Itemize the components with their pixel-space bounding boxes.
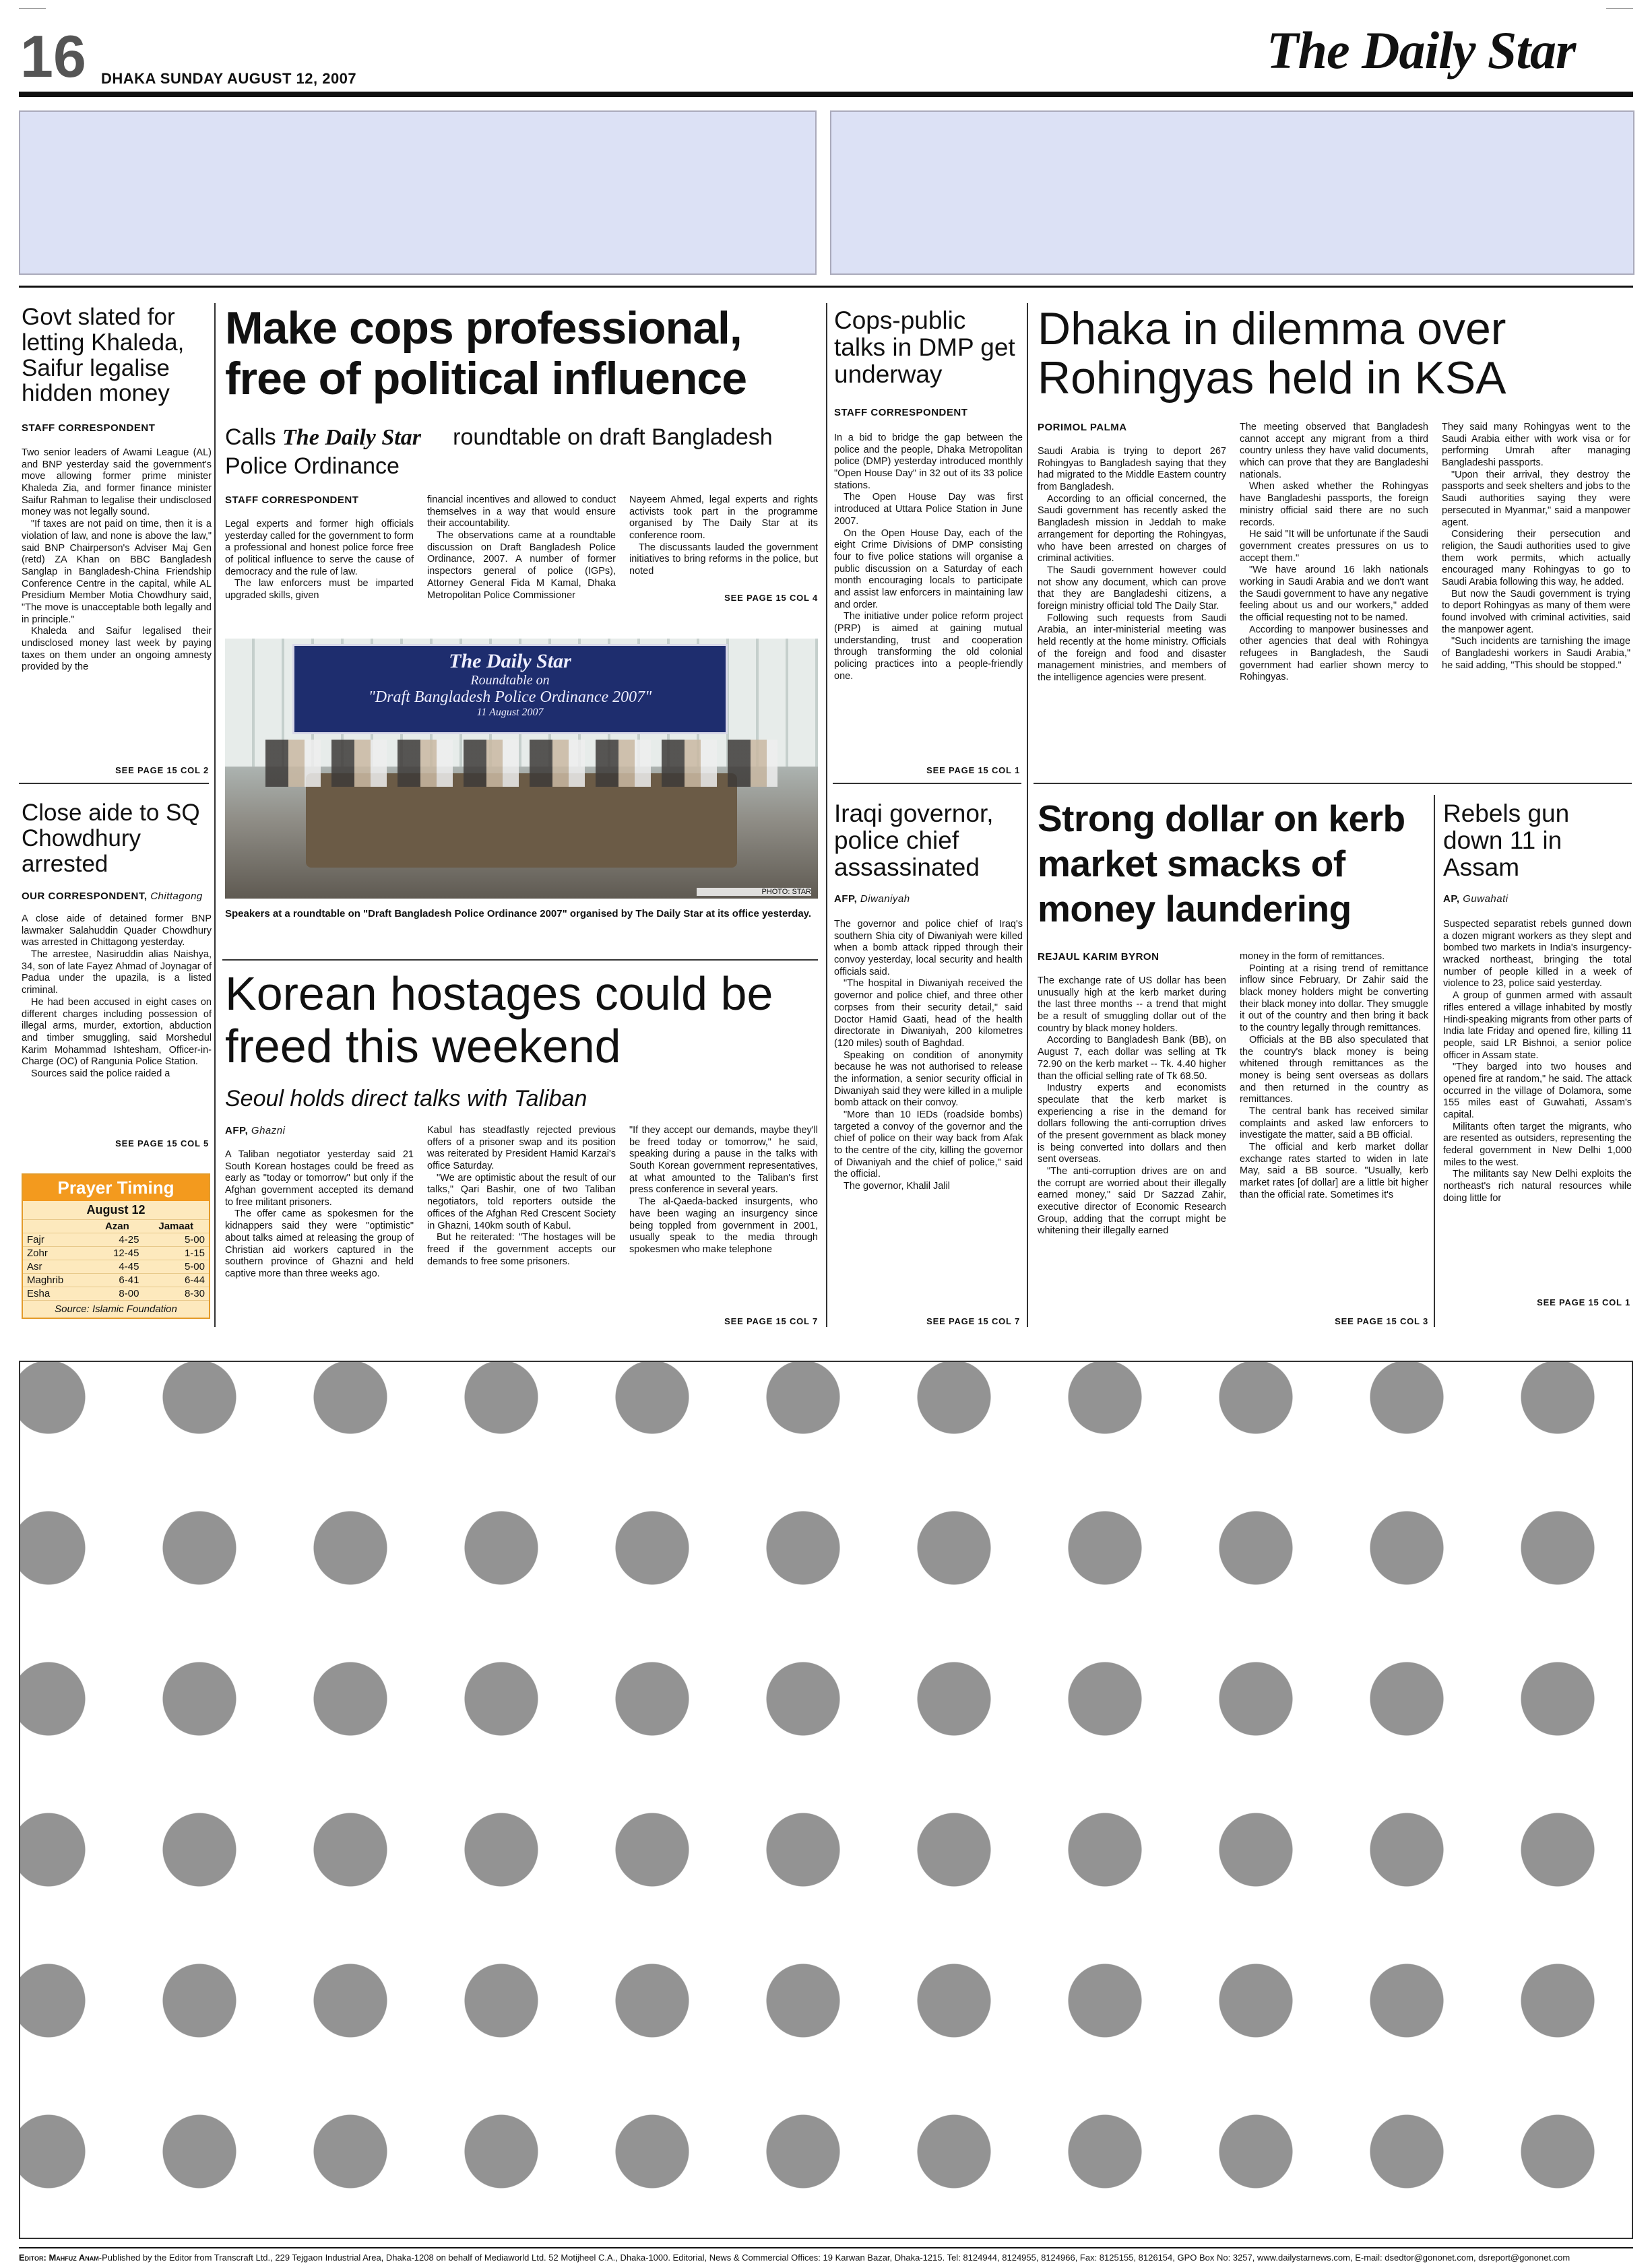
assam-paragraph: "They barged into two houses and opened fire at random," he said. The attack occurred in the village of Dolamora, some 155 miles east of Guwahati, Assam's capital. — [1443, 1062, 1632, 1120]
prayer-azan: 6-41 — [91, 1274, 143, 1287]
prayer-row — [23, 1287, 209, 1301]
govt-jump-link[interactable]: SEE PAGE 15 COL 2 — [115, 765, 209, 775]
dmp-paragraph: In a bid to bridge the gap between the police and the people, Dhaka Metropolitan police (DMP) yesterday introduced monthly "Open House Day" in 32 out of its 33 police stations. — [834, 432, 1023, 491]
rohingya-col-3 — [1442, 422, 1630, 738]
dmp-body — [834, 432, 1023, 761]
dollar-paragraph: Officials at the BB also speculated that the country's black money is being whitened through remittances as the money is being sent overseas as dollars and then returned in the country as remittances. — [1240, 1034, 1428, 1105]
sq-paragraph: Sources said the police raided a — [31, 1068, 170, 1079]
masthead-logo: The Daily Star — [1267, 21, 1576, 79]
cops-col-1 — [225, 519, 414, 632]
photo-banner-topic: "Draft Bangladesh Police Ordinance 2007" — [368, 688, 652, 706]
rohingya-paragraph: When asked whether the Rohingyas have Bangladeshi passports, the foreign ministry official said there are no such records. — [1240, 481, 1428, 528]
korea-deck: Seoul holds direct talks with Taliban — [225, 1086, 587, 1111]
korea-col-2 — [427, 1125, 616, 1331]
sq-dateline: Chittagong — [150, 890, 203, 902]
cops-headline: Make cops professional, free of political influence — [225, 302, 747, 404]
cops-deck — [225, 423, 818, 480]
dollar-paragraph: The central bank has received similar complaints and asked law enforcers to investigate the matter, said a BB official. — [1240, 1105, 1428, 1141]
iraq-body — [834, 919, 1023, 1311]
assam-headline: Rebels gun down 11 in Assam — [1443, 800, 1570, 881]
korea-byline-text: AFP, — [225, 1125, 249, 1136]
iraq-jump-link[interactable]: SEE PAGE 15 COL 7 — [926, 1316, 1020, 1326]
roundtable-photo — [225, 639, 818, 899]
dollar-byline: REJAUL KARIM BYRON — [1038, 951, 1159, 963]
ad-space-right — [830, 110, 1634, 275]
cops-paragraph: The law enforcers must be imparted upgraded skills, given — [225, 578, 414, 602]
korea-byline — [225, 1125, 414, 1136]
prayer-jamaat: 1-15 — [143, 1247, 209, 1260]
photo-banner-sub: Roundtable on — [470, 673, 550, 688]
dollar-paragraph: The exchange rate of US dollar has been unusually high at the kerb market during the last three months -- a trend that might be a result of smuggling dollar out of the country by black money holders. — [1038, 975, 1226, 1034]
sq-paragraph: He had been accused in eight cases on different charges including possession of illegal arms, murder, extortion, abduction and timber smuggling, said Morshedul Karim Mohammad Ishtesham, Officer-in-Charge (OC) of Rangunia Police Station. — [22, 996, 212, 1068]
prayer-source: Source: Islamic Foundation — [55, 1303, 177, 1315]
korea-headline: Korean hostages could be freed this weekend — [225, 967, 773, 1073]
assam-paragraph: Suspected separatist rebels gunned down a dozen migrant workers as they slept and bombed two markets in India's insurgency-wracked northeast, bringing the total number of people killed in a week of violence to 23, police said yesterday. — [1443, 919, 1632, 990]
cops-col-3 — [629, 494, 818, 595]
rohingya-paragraph: He said "It will be unfortunate if the Saudi government creates pressures on us to accept them." — [1240, 529, 1428, 564]
govt-byline: STAFF CORRESPONDENT — [22, 422, 156, 434]
footer-editor: Editor: Mahfuz Anam — [19, 2253, 99, 2263]
dollar-paragraph: The official and kerb market dollar exchange rates started to widen in late May, said a BB source. "Usually, kerb market rates [of dollar] are a little bit higher than the official rate. Sometimes it's — [1240, 1142, 1428, 1200]
top-tick-right — [1606, 8, 1633, 9]
rohingya-paragraph: Considering their persecution and religion, the Saudi authorities used to give them work permits, which actually encouraged many Rohingyas to go to Saudi Arabia following this way, he added. — [1442, 529, 1630, 587]
korea-jump-link[interactable]: SEE PAGE 15 COL 7 — [724, 1316, 818, 1326]
prayer-name: Maghrib — [23, 1274, 91, 1287]
dollar-headline: Strong dollar on kerb market smacks of money laundering — [1038, 798, 1405, 930]
assam-dateline: Guwahati — [1463, 893, 1508, 905]
divider-assam — [1434, 795, 1435, 1327]
assam-body — [1443, 919, 1632, 1295]
prayer-row — [23, 1274, 209, 1287]
dollar-paragraph: money in the form of remittances. — [1240, 951, 1385, 962]
dmp-paragraph: The initiative under police reform project (PRP) is aimed at gaining mutual understanding, trust and cooperation through transforming the old colonial policing practices into a people-friendly one. — [834, 611, 1023, 682]
ad-space-left — [19, 110, 817, 275]
prayer-header-blank — [23, 1220, 91, 1233]
korea-paragraph: A Taliban negotiator yesterday said 21 South Korean hostages could be freed as early as "today or tomorrow" but only if the Afghan government accepted its demand to free militant prisoners. — [225, 1149, 414, 1208]
prayer-row — [23, 1247, 209, 1260]
divider-left — [214, 303, 216, 1327]
iraq-byline — [834, 893, 1023, 905]
prayer-jamaat: 5-00 — [143, 1233, 209, 1247]
prayer-jamaat: 5-00 — [143, 1260, 209, 1274]
cops-col-2 — [427, 494, 616, 632]
rohingya-paragraph: Saudi Arabia is trying to deport 267 Rohingyas to Bangladesh saying that they had migrated to the Middle Eastern country from Bangladesh. — [1038, 446, 1226, 493]
dollar-paragraph: Industry experts and economists speculate that the kerb market is experiencing a rise in the demand for dollars following the anti-corruption drives of the present government as black money is being converted into dollars and then sent overseas. — [1038, 1082, 1226, 1165]
photo-banner-date: 11 August 2007 — [476, 707, 544, 718]
iraq-paragraph: "More than 10 IEDs (roadside bombs) targeted a convoy of the governor and the chief of police on their way back from Afak to the centre of the city, killing the governor of Diwaniyah and the chief of police," said the official. — [834, 1109, 1023, 1180]
prayer-row — [23, 1260, 209, 1274]
iraq-dateline: Diwaniyah — [860, 893, 910, 905]
cops-paragraph: The observations came at a roundtable discussion on Draft Bangladesh Police Ordinance, 2007. A number of former inspectors general of police (IGPs), Attorney General Fida M Kamal, Dhaka Metropolitan Police Commissioner — [427, 530, 616, 601]
dollar-paragraph: Pointing at a rising trend of remittance inflow since February, Dr Zahir said the black money holders might be converting their black money into dollar. They smuggle it out of the country and then bring it back to the country legally through remittances. — [1240, 963, 1428, 1034]
dollar-paragraph: "The anti-corruption drives are on and the corrupt are worried about their illegally earned money," said Dr Sazzad Zahir, executive director of Economic Research Group, adding that the corrupt might be whitening their illegally earned — [1038, 1166, 1226, 1237]
rohingya-byline: PORIMOL PALMA — [1038, 422, 1127, 433]
dmp-headline: Cops-public talks in DMP get underway — [834, 306, 1015, 388]
assam-paragraph: A group of gunmen armed with assault rifles entered a village inhabited by mostly Hindi-speaking migrants from other parts of India late Friday and opened fire, killing 11 people, said LR Bishnoi, a senior police officer in Assam state. — [1443, 990, 1632, 1061]
photo-banner-title: The Daily Star — [449, 650, 571, 672]
photo-banner — [292, 644, 728, 734]
prayer-azan: 4-45 — [91, 1260, 143, 1274]
polka-dot-ad-space — [19, 1361, 1633, 2239]
sq-byline-text: OUR CORRESPONDENT, — [22, 890, 148, 902]
assam-paragraph: Militants often target the migrants, who are resented as outsiders, representing the federal government in New Delhi 1,000 miles to the west. — [1443, 1121, 1632, 1168]
prayer-name: Asr — [23, 1260, 91, 1274]
dateline: DHAKA SUNDAY AUGUST 12, 2007 — [101, 70, 357, 87]
iraq-byline-text: AFP, — [834, 893, 858, 905]
korea-col-1 — [225, 1149, 414, 1331]
sq-jump-link[interactable]: SEE PAGE 15 COL 5 — [115, 1138, 209, 1148]
sq-body — [22, 913, 212, 1136]
cops-paragraph: financial incentives and allowed to conduct themselves in a way that would ensure their accountability. — [427, 494, 616, 529]
dollar-paragraph: According to Bangladesh Bank (BB), on August 7, each dollar was selling at Tk 72.90 on the kerb market -- Tk. 4.40 higher than the official selling rate of Tk 68.50. — [1038, 1035, 1226, 1082]
govt-paragraph: Two senior leaders of Awami League (AL) and BNP yesterday said the government's move allowing former prime minister Khaleda Zia, and former finance minister Saifur Rahman to legalise their undisclosed money was not legally sound. — [22, 447, 212, 518]
rohingya-paragraph: "We have around 16 lakh nationals working in Saudi Arabia and we don't want the Saudi government to have any negative feeling about us and our workers," added the official requesting not to be named. — [1240, 564, 1428, 623]
govt-paragraph: Khaleda and Saifur legalised their undisclosed money last week by paying taxes on them under an ongoing amnesty provided by the — [22, 626, 212, 673]
dmp-paragraph: The Open House Day was first introduced at Uttara Police Station in June 2007. — [834, 492, 1023, 527]
prayer-timing-box — [22, 1173, 210, 1319]
korea-col-3 — [629, 1125, 818, 1315]
prayer-jamaat: 6-44 — [143, 1274, 209, 1287]
govt-body — [22, 447, 212, 764]
iraq-headline: Iraqi governor, police chief assassinated — [834, 800, 994, 881]
sq-paragraph: A close aide of detained former BNP lawmaker Salahuddin Quader Chowdhury was arrested in Chittagong yesterday. — [22, 913, 212, 948]
korea-paragraph: But he reiterated: "The hostages will be freed if the government accepts our demands to free some prisoners. — [427, 1232, 616, 1267]
korea-dateline: Ghazni — [251, 1125, 286, 1136]
cops-jump-link[interactable]: SEE PAGE 15 COL 4 — [724, 593, 818, 603]
prayer-col-jamaat: Jamaat — [143, 1220, 209, 1233]
divider-right — [1027, 303, 1028, 1327]
footer-imprint — [19, 2247, 1633, 2263]
iraq-paragraph: Speaking on condition of anonymity because he was not authorised to release the information, a senior security official in Diwaniyah said they were killed in a muliple bomb attack on their convoy. — [834, 1049, 1023, 1109]
cops-byline: STAFF CORRESPONDENT — [225, 494, 359, 506]
cops-deck-pre: Calls — [225, 424, 276, 450]
rohingya-paragraph: The meeting observed that Bangladesh cannot accept any migrant from a third country unless they have valid documents, which can prove that they are Bangladeshi nationals. — [1240, 422, 1428, 480]
rohingya-paragraph: Following such requests from Saudi Arabia, an inter-ministerial meeting was held recently at the home ministry. Officials of the foreign and food and disaster management ministries, and members of the intelligence agencies were present. — [1038, 612, 1226, 684]
cops-paragraph: The discussants lauded the government initiatives to bring reforms in the police, but noted — [629, 542, 818, 577]
rohingya-paragraph: "Upon their arrival, they destroy the passports and seek shelters and jobs to the Saudi authorities saying they were persecuted in Myanmar," said a manpower agent. — [1442, 469, 1630, 528]
photo-table — [306, 773, 737, 868]
rohingya-col-2 — [1240, 422, 1428, 768]
sq-headline: Close aide to SQ Chowdhury arrested — [22, 800, 200, 877]
assam-byline — [1443, 893, 1632, 905]
rohingya-paragraph: "Such incidents are tarnishing the image of Bangladeshi workers in Saudi Arabia," he said adding, "This should be stopped." — [1442, 636, 1630, 671]
prayer-title: Prayer Timing — [23, 1175, 209, 1201]
footer-imprint-text: -Published by the Editor from Transcraft Ltd., 229 Tejgaon Industrial Area, Dhaka-1208 on behalf of Mediaworld Ltd. 52 Motijheel C.A., Dhaka-1000. Editorial, News & Commercial Offices: 19 Karwan Bazar, Dhaka-1215. Tel: 8124944, 8124955, 8124966, Fax: 8125155, 8126154, GPO Box No: 3257, www.dailystarnews.com, E-mail: dsedtor@gononet.com, dsreport@gononet.com — [98, 2253, 1570, 2263]
assam-byline-text: AP, — [1443, 893, 1460, 905]
dmp-paragraph: On the Open House Day, each of the eight Crime Divisions of DMP consisting four to five police stations will organise a public discussion on a Saturday of each month encouraging locals to participate and assist law enforcers in maintaining law and order. — [834, 527, 1023, 610]
rohingya-paragraph: According to an official concerned, the Saudi government has recently asked the Bangladesh mission in Jeddah to make arrangement for deporting the Rohingyas, who have been arrested on charges of criminal activities. — [1038, 493, 1226, 564]
dollar-col-1 — [1038, 975, 1226, 1319]
korea-paragraph: Kabul has steadfastly rejected previous offers of a prisoner swap and its position was reiterated by President Hamid Karzai's office Saturday. — [427, 1125, 616, 1172]
prayer-azan: 4-25 — [91, 1233, 143, 1247]
dmp-byline: STAFF CORRESPONDENT — [834, 407, 968, 418]
prayer-name: Zohr — [23, 1247, 91, 1260]
govt-paragraph: "If taxes are not paid on time, then it is a violation of law, and none is above the law," said BNP Chairperson's Adviser Maj Gen (retd) ZA Khan on BBC Bangladesh Sanglap in Bangladesh-China Friendship Conference Centre in the capital, while AL Presidium Member Motia Chowdhury said, "The move is unacceptable both legally and in principle." — [22, 519, 212, 625]
divider-mid — [826, 303, 827, 1327]
page-number: 16 — [20, 23, 86, 90]
prayer-header-row — [23, 1220, 209, 1233]
cops-paragraph: Nayeem Ahmed, legal experts and rights activists took part in the programme organised by The Daily Star at its conference room. — [629, 494, 818, 542]
photo-caption: Speakers at a roundtable on "Draft Bangladesh Police Ordinance 2007" organised by The Daily Star at its office yesterday. — [225, 908, 812, 919]
rohingya-paragraph: They said many Rohingyas went to the Saudi Arabia either with work visa or for performing Umrah after managing Bangladeshi passports. — [1442, 422, 1630, 469]
dollar-col-2 — [1240, 951, 1428, 1311]
prayer-col-azan: Azan — [91, 1220, 143, 1233]
sq-paragraph: The arrestee, Nasiruddin alias Naishya, 34, son of late Fayez Ahmad of Joynagar of Padua under the upazila, is a listed criminal. — [22, 949, 212, 996]
masthead-rule — [19, 92, 1633, 97]
hrule-iraq — [833, 783, 1021, 784]
rohingya-headline: Dhaka in dilemma over Rohingyas held in KSA — [1038, 303, 1506, 404]
dmp-jump-link[interactable]: SEE PAGE 15 COL 1 — [926, 765, 1020, 775]
top-tick-left — [19, 8, 46, 9]
hrule-korea — [222, 959, 818, 961]
korea-paragraph: The offer came as spokesmen for the kidnappers said they were "optimistic" about talks aimed at releasing the group of Christian aid workers captured in the southern province of Ghazni and held captive more than three weeks ago. — [225, 1208, 414, 1279]
section-rule — [19, 286, 1633, 288]
rohingya-paragraph: According to manpower businesses and other agencies that deal with Rohingya refugees in Bangladesh, the Saudi government had earlier shown mercy to Rohingyas. — [1240, 624, 1428, 683]
korea-paragraph: "We are optimistic about the result of our talks," Qari Bashir, one of two Taliban negotiators, told reporters outside the offices of the Afghan Red Crescent Society in Ghazni, 140km south of Kabul. — [427, 1172, 616, 1231]
cops-paragraph: Legal experts and former high officials yesterday called for the government to form a professional and honest police force free of political influence to serve the cause of democracy and the rule of law. — [225, 519, 414, 577]
prayer-table — [23, 1220, 209, 1301]
korea-paragraph: "If they accept our demands, maybe they'll be freed today or tomorrow," he said, speaking during a pause in the talks with South Korean government representatives, at what amounted to the Taliban's first press conference in several years. — [629, 1125, 818, 1196]
cops-deck-logo: The Daily Star — [282, 425, 421, 450]
assam-paragraph: The militants say New Delhi exploits the northeast's rich natural resources while doing little for — [1443, 1169, 1632, 1204]
korea-paragraph: The al-Qaeda-backed insurgents, who have been waging an insurgency since being toppled from government in 2001, usually speak to the media through spokesmen who make telephone — [629, 1196, 818, 1255]
prayer-jamaat: 8-30 — [143, 1287, 209, 1301]
prayer-azan: 8-00 — [91, 1287, 143, 1301]
prayer-name: Fajr — [23, 1233, 91, 1247]
assam-jump-link[interactable]: SEE PAGE 15 COL 1 — [1537, 1297, 1630, 1307]
cops-deck-post: roundtable on draft Bangladesh Police Ordinance — [225, 424, 773, 479]
dollar-jump-link[interactable]: SEE PAGE 15 COL 3 — [1335, 1316, 1428, 1326]
prayer-date: August 12 — [23, 1201, 209, 1220]
hrule-dollar — [1034, 783, 1632, 784]
prayer-azan: 12-45 — [91, 1247, 143, 1260]
iraq-paragraph: The governor, Khalil Jalil — [844, 1181, 950, 1192]
rohingya-paragraph: The Saudi government however could not show any document, which can prove that they are Bangladeshi citizens, a foreign ministry official told The Daily Star. — [1038, 564, 1226, 612]
sq-byline — [22, 890, 212, 902]
prayer-name: Esha — [23, 1287, 91, 1301]
rohingya-col-1 — [1038, 446, 1226, 768]
photo-people — [265, 740, 777, 787]
govt-headline: Govt slated for letting Khaleda, Saifur legalise hidden money — [22, 304, 185, 407]
iraq-paragraph: "The hospital in Diwaniyah received the governor and police chief, and three other corpses from their security detail," said Doctor Hamid Gaati, head of the health directorate in Diwaniyah, 200 kilometres (120 miles) south of Baghdad. — [834, 978, 1023, 1049]
rohingya-paragraph: But now the Saudi government is trying to deport Rohingyas as many of them were found involved with criminal activities, said the manpower agent. — [1442, 588, 1630, 635]
photo-credit: PHOTO: STAR — [697, 888, 811, 896]
hrule-sq — [19, 783, 209, 784]
iraq-paragraph: The governor and police chief of Iraq's southern Shia city of Diwaniyah were killed when a bomb attack ripped through their convoy yesterday, local security and health officials said. — [834, 919, 1023, 977]
prayer-row — [23, 1233, 209, 1247]
